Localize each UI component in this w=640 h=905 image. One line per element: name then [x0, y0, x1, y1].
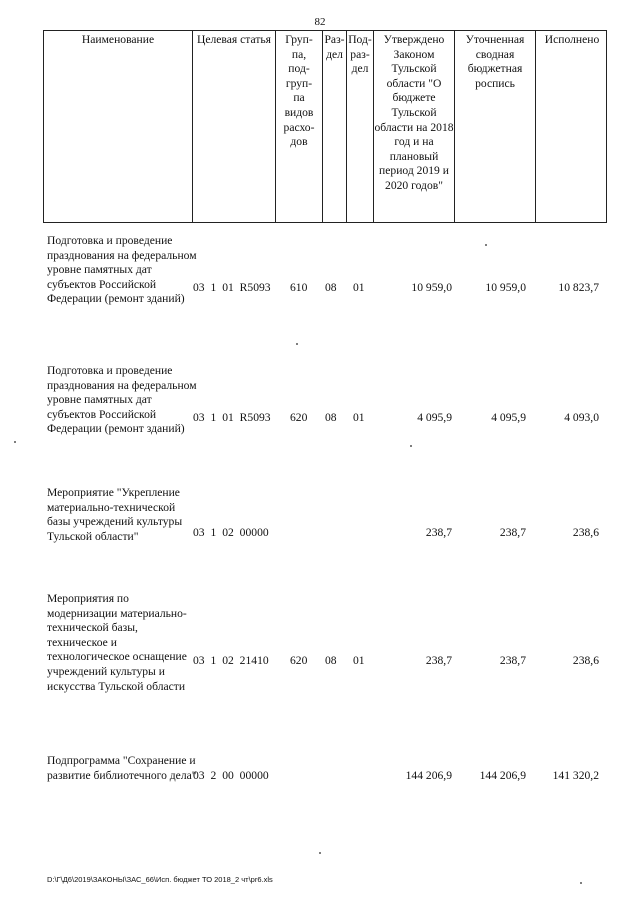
row-executed: 238,6: [572, 526, 599, 539]
row-approved: 238,7: [425, 654, 452, 667]
row-executed: 10 823,7: [558, 281, 599, 294]
row-razdel: 08: [325, 654, 337, 667]
row-approved: 238,7: [425, 526, 452, 539]
header-group: [275, 31, 322, 222]
row-name: Подпрограмма "Сохранение и развитие библиотечного дела": [47, 754, 197, 782]
header-approved: Утверждено Законом Тульской области "О бюджете Тульской области на 2018 год и на плановый период 2019 и 2020 годов": [373, 31, 454, 222]
row-refined: 144 206,9: [479, 769, 526, 782]
row-name: Мероприятие "Укрепление материально-технической базы учреждений культуры Тульской области": [47, 486, 183, 543]
header-refined: Уточненная сводная бюджетная роспись: [454, 31, 535, 222]
row-code: 03 1 01 R5093: [193, 281, 271, 294]
row-refined: 238,7: [499, 654, 526, 667]
row-group: 620: [290, 411, 308, 424]
table-header: [43, 30, 607, 223]
header-podrazdel: [346, 31, 373, 222]
row-name: Подготовка и проведение празднования на федеральном уровне памятных дат субъектов Российской Федерации (ремонт зданий): [47, 364, 197, 436]
row-razdel: 08: [325, 411, 337, 424]
row-name: Подготовка и проведение празднования на федеральном уровне памятных дат субъектов Российской Федерации (ремонт зданий): [47, 234, 197, 306]
row-executed: 141 320,2: [552, 769, 599, 782]
row-podrazdel: 01: [353, 411, 365, 424]
row-executed: 4 093,0: [564, 411, 599, 424]
row-approved: 144 206,9: [405, 769, 452, 782]
row-refined: 4 095,9: [491, 411, 526, 424]
row-code: 03 1 01 R5093: [193, 411, 271, 424]
scan-speck: [580, 882, 582, 884]
scan-speck: [319, 852, 321, 854]
row-name: Мероприятия по модернизации материально-технической базы, техническое и технологическое оснащение учреждений культуры и искусства Тульской области: [47, 592, 187, 693]
row-podrazdel: 01: [353, 654, 365, 667]
scan-speck: [485, 244, 487, 246]
row-refined: 10 959,0: [485, 281, 526, 294]
header-name: Наименование: [81, 33, 155, 46]
scan-speck: [410, 445, 412, 447]
row-group: 610: [290, 281, 308, 294]
row-code: 03 2 00 00000: [193, 769, 269, 782]
row-razdel: 08: [325, 281, 337, 294]
row-executed: 238,6: [572, 654, 599, 667]
header-razdel-lines: Раз- дел: [324, 33, 345, 61]
scan-speck: [14, 441, 16, 443]
header-target-article: Целевая статья: [192, 31, 275, 222]
footer-file-path: D:\Г\Д6\2019\ЗАКОНЫ\ЗАС_66\Исп. бюджет ТО 2018_2 чт\pr6.xls: [47, 875, 273, 884]
row-code: 03 1 02 00000: [193, 526, 269, 539]
row-podrazdel: 01: [353, 281, 365, 294]
scan-speck: [296, 343, 298, 345]
row-approved: 10 959,0: [411, 281, 452, 294]
row-refined: 238,7: [499, 526, 526, 539]
header-group-lines: Груп- па, под- груп- па видов расхо- дов: [283, 33, 315, 149]
header-razdel: [322, 31, 346, 222]
row-code: 03 1 02 21410: [193, 654, 269, 667]
header-podrazdel-lines: Под- раз- дел: [348, 33, 372, 76]
page-number: 82: [314, 16, 326, 28]
row-group: 620: [290, 654, 308, 667]
row-approved: 4 095,9: [417, 411, 452, 424]
header-executed: Исполнено: [535, 31, 608, 222]
